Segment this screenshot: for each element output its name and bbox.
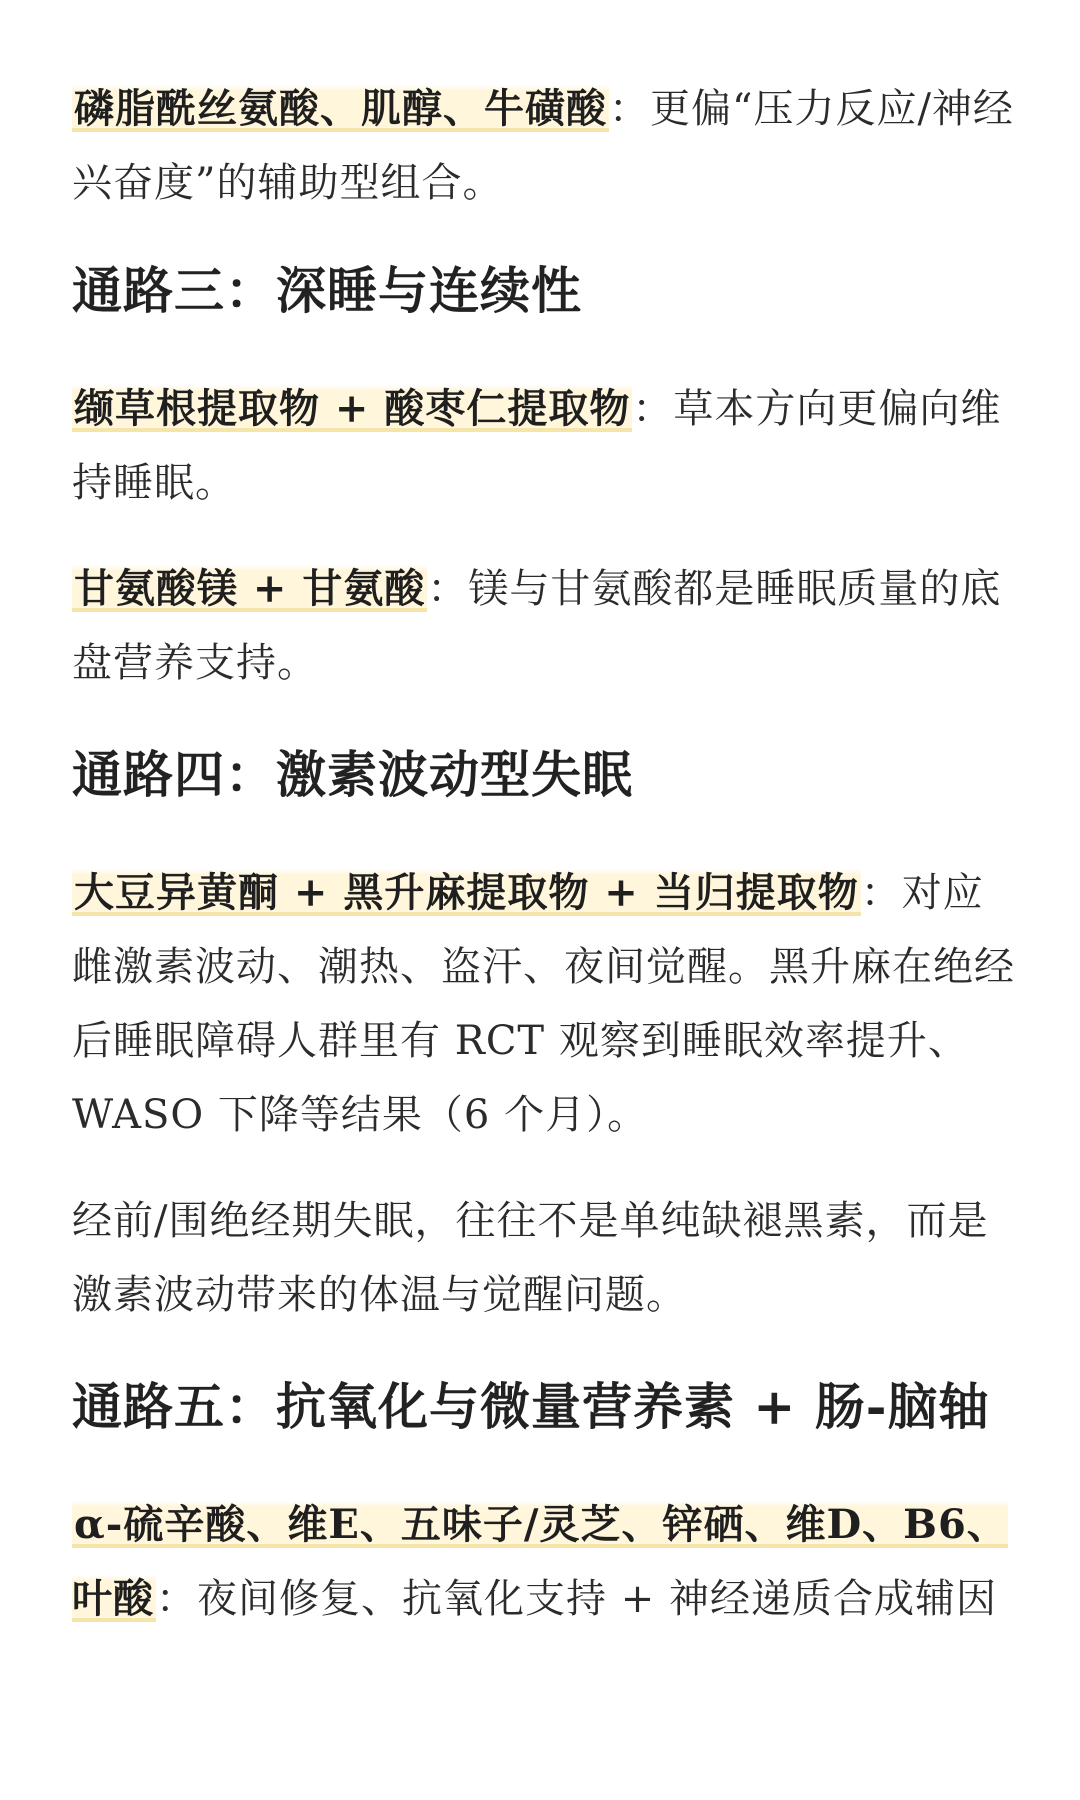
paragraph-text: ：镁与甘氨酸都是睡眠质量的底盘营养支持。 (72, 566, 1002, 686)
highlighted-ingredients: 磷脂酰丝氨酸、肌醇、牛磺酸 (74, 85, 607, 132)
path3-paragraph-2 (72, 552, 1017, 700)
paragraph-text: ：对应雌激素波动、潮热、盗汗、夜间觉醒。黑升麻在绝经后睡眠障碍人群里有 RCT 观察到睡眠效率提升、WASO 下降等结果（6 个月）。 (72, 870, 1015, 1138)
path4-note: 经前/围绝经期失眠，往往不是单纯缺褪黑素，而是激素波动带来的体温与觉醒问题。 (72, 1198, 989, 1318)
paragraph-text: ：夜间修复、抗氧化支持 + 神经递质合成辅因 (156, 1576, 997, 1622)
section-heading-path5: 通路五：抗氧化与微量营养素 + 肠-脑轴 (72, 1377, 990, 1436)
intro-paragraph (72, 72, 1017, 220)
paragraph-text: ：更偏“压力反应/神经兴奋度”的辅助型组合。 (72, 86, 1014, 206)
highlighted-ingredients: 甘氨酸镁 + 甘氨酸 (74, 565, 426, 612)
path3-paragraph-1 (72, 372, 1017, 520)
highlighted-ingredients: 缬草根提取物 + 酸枣仁提取物 (74, 385, 631, 432)
path5-paragraph-1 (72, 1488, 1017, 1636)
path4-paragraph-1 (72, 856, 1017, 1152)
paragraph-text: ：草本方向更偏向维持睡眠。 (72, 386, 1002, 506)
highlighted-ingredients: 大豆异黄酮 + 黑升麻提取物 + 当归提取物 (74, 869, 859, 916)
section-heading-path4: 通路四：激素波动型失眠 (72, 745, 633, 804)
article-body (72, 72, 1017, 1668)
highlighted-ingredients: α-硫辛酸、维E、五味子/灵芝、锌硒、维D、B6、叶酸 (72, 1501, 1008, 1622)
section-heading-path3: 通路三：深睡与连续性 (72, 261, 582, 320)
